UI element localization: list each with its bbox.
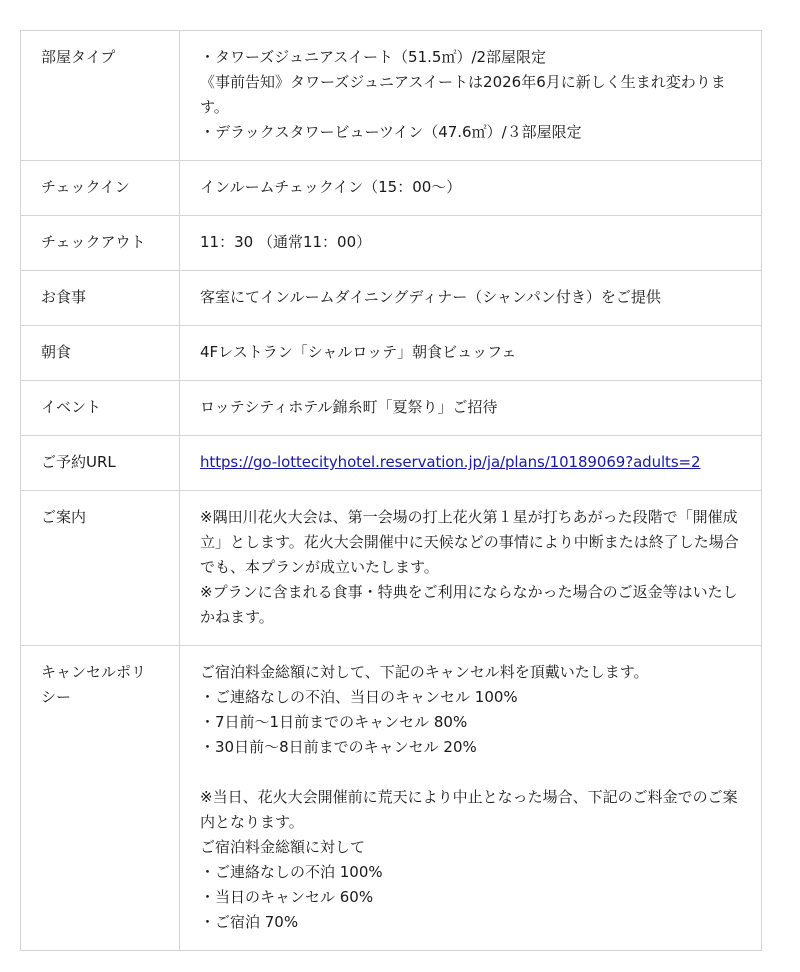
row-label-breakfast: 朝食: [21, 326, 180, 381]
row-value-room-type: [180, 31, 762, 161]
reservation-url-link[interactable]: https://go-lottecityhotel.reservation.jp/ja/plans/10189069?adults=2: [200, 453, 701, 471]
row-label-cancel-policy: キャンセルポリシー: [21, 646, 180, 951]
guide-note: ※プランに含まれる食事・特典をご利用にならなかった場合のご返金等はいたしかねます。: [200, 583, 738, 626]
row-value-guide: [180, 491, 762, 646]
guide-note: ※隅田川花火大会は、第一会場の打上花火第１星が打ちあがった段階で「開催成立」とします。花火大会開催中に天候などの事情により中断または終了した場合でも、本プランが成立いたします。: [200, 508, 739, 576]
table-row-reservation-url: [21, 436, 762, 491]
row-value-checkout: 11：30 （通常11：00）: [180, 216, 762, 271]
cancel-policy-line: ・7日前〜1日前までのキャンセル 80%: [200, 713, 468, 731]
table-row-room-type: [21, 31, 762, 161]
cancel-policy-line: ご宿泊料金総額に対して、下記のキャンセル料を頂戴いたします。: [200, 663, 649, 681]
row-value-meal: 客室にてインルームダイニングディナー（シャンパン付き）をご提供: [180, 271, 762, 326]
row-label-event: イベント: [21, 381, 180, 436]
row-value-reservation-url: [180, 436, 762, 491]
row-label-checkout: チェックアウト: [21, 216, 180, 271]
table-row-guide: [21, 491, 762, 646]
cancel-policy-line: ご宿泊料金総額に対して: [200, 838, 366, 856]
room-type-line: 《事前告知》タワーズジュニアスイートは2026年6月に新しく生まれ変わります。: [200, 73, 726, 116]
table-row-meal: [21, 271, 762, 326]
table-row-checkout: [21, 216, 762, 271]
row-value-event: ロッテシティホテル錦糸町「夏祭り」ご招待: [180, 381, 762, 436]
row-label-checkin: チェックイン: [21, 161, 180, 216]
room-type-line: ・タワーズジュニアスイート（51.5㎡）/2部屋限定: [200, 48, 547, 66]
row-label-guide: ご案内: [21, 491, 180, 646]
cancel-policy-line: ※当日、花火大会開催前に荒天により中止となった場合、下記のご料金でのご案内となります。: [200, 788, 738, 831]
table-row-cancel-policy: [21, 646, 762, 951]
table-row-event: [21, 381, 762, 436]
paragraph-spacer: [200, 760, 741, 785]
row-label-meal: お食事: [21, 271, 180, 326]
table-row-checkin: [21, 161, 762, 216]
cancel-policy-line: ・30日前〜8日前までのキャンセル 20%: [200, 738, 477, 756]
row-value-checkin: インルームチェックイン（15：00〜）: [180, 161, 762, 216]
room-type-line: ・デラックスタワービューツイン（47.6㎡）/３部屋限定: [200, 123, 582, 141]
cancel-policy-line: ・当日のキャンセル 60%: [200, 888, 374, 906]
row-value-cancel-policy: [180, 646, 762, 951]
row-label-reservation-url: ご予約URL: [21, 436, 180, 491]
cancel-policy-line: ・ご連絡なしの不泊 100%: [200, 863, 383, 881]
table-row-breakfast: [21, 326, 762, 381]
cancel-policy-line: ・ご連絡なしの不泊、当日のキャンセル 100%: [200, 688, 518, 706]
row-value-breakfast: 4Fレストラン「シャルロッテ」朝食ビュッフェ: [180, 326, 762, 381]
row-label-room-type: 部屋タイプ: [21, 31, 180, 161]
cancel-policy-line: ・ご宿泊 70%: [200, 913, 299, 931]
plan-details-table: [20, 30, 762, 951]
